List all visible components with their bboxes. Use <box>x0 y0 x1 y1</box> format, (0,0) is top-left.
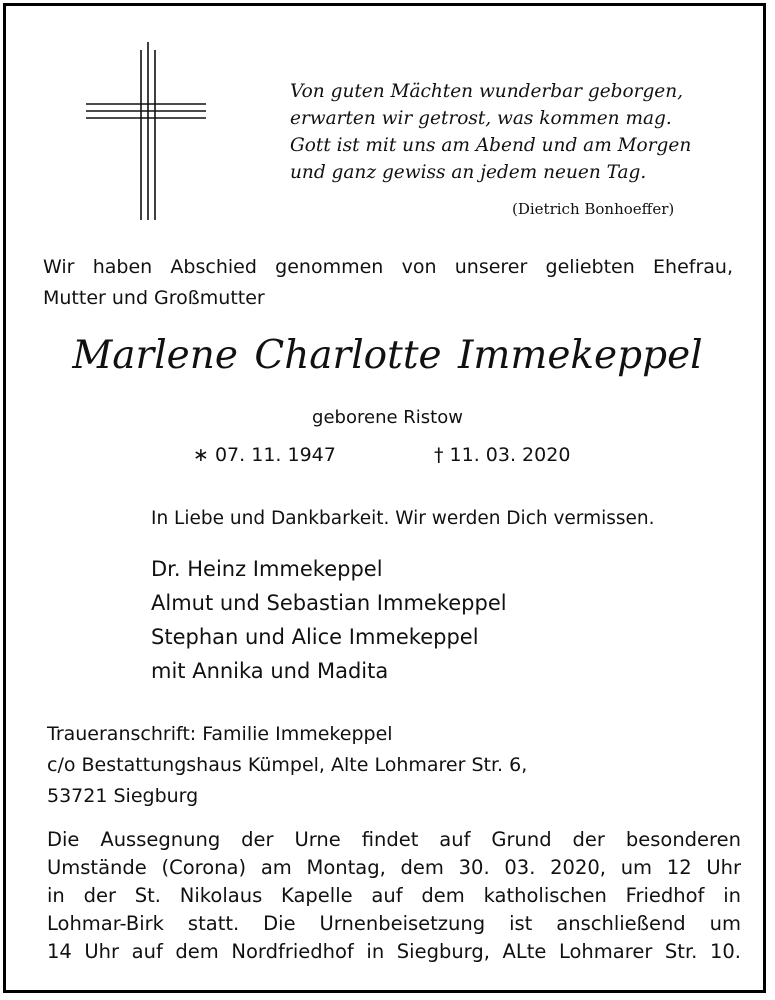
death-symbol: † <box>434 444 444 466</box>
family-member: Almut und Sebastian Immekeppel <box>151 591 507 615</box>
family-member: Dr. Heinz Immekeppel <box>151 557 383 581</box>
death-date-group <box>434 444 570 466</box>
poem-line: und ganz gewiss an jedem neuen Tag. <box>290 162 647 183</box>
poem-line: erwarten wir getrost, was kommen mag. <box>290 108 672 129</box>
death-date: 11. 03. 2020 <box>449 444 571 466</box>
funeral-notice <box>47 826 741 966</box>
notice-line: 14 Uhr auf dem Nordfriedhof in Siegburg, ALte Lohmarer Str. 10. <box>47 940 741 963</box>
poem <box>290 78 691 186</box>
mourning-address <box>47 719 527 812</box>
poem-line: Von guten Mächten wunderbar geborgen, <box>290 81 684 102</box>
poem-line: Gott ist mit uns am Abend und am Morgen <box>290 135 692 156</box>
birth-symbol: ∗ <box>193 444 209 466</box>
address-line: 53721 Siegburg <box>47 785 199 807</box>
intro-line: Mutter und Großmutter <box>43 287 265 309</box>
address-line: c/o Bestattungshaus Kümpel, Alte Lohmarer Str. 6, <box>47 754 528 776</box>
family-list <box>151 552 507 688</box>
intro-text <box>43 252 733 314</box>
thanks-text: In Liebe und Dankbarkeit. Wir werden Dich vermissen. <box>151 508 655 529</box>
birth-date-group <box>193 444 336 466</box>
family-member: mit Annika und Madita <box>151 659 389 683</box>
notice-line: in der St. Nikolaus Kapelle auf dem katholischen Friedhof in <box>47 884 741 907</box>
family-member: Stephan und Alice Immekeppel <box>151 625 479 649</box>
cross-icon <box>86 42 206 222</box>
intro-line: Wir haben Abschied genommen von unserer geliebten Ehefrau, <box>43 256 733 278</box>
birth-name: geborene Ristow <box>312 407 463 428</box>
notice-line: Die Aussegnung der Urne findet auf Grund der besonderen <box>47 828 741 851</box>
notice-line: Lohmar-Birk statt. Die Urnenbeisetzung ist anschließend um <box>47 912 741 935</box>
address-line: Traueranschrift: Familie Immekeppel <box>47 723 393 745</box>
birth-date: 07. 11. 1947 <box>214 444 336 466</box>
deceased-name: Marlene Charlotte Immekeppel <box>72 333 703 378</box>
poem-author: (Dietrich Bonhoeffer) <box>512 200 675 218</box>
notice-line: Umstände (Corona) am Montag, dem 30. 03. 2020, um 12 Uhr <box>47 856 741 879</box>
